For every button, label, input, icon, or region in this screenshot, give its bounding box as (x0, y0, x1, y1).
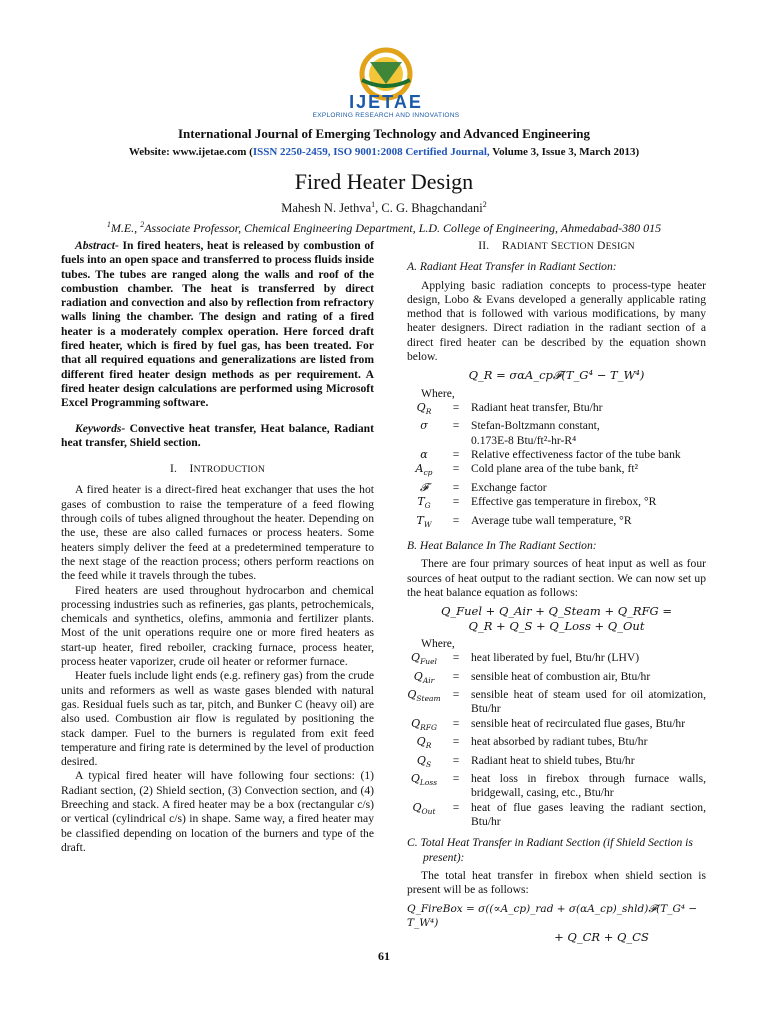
paragraph-a: Applying basic radiation concepts to process-type heater design, Lobo & Evans developed a generally applicable rating method that is followed with various modifications, by many heater designers. Direct radiation in the radiant section of a direct fired heater can be described by the equation shown below. (407, 278, 706, 364)
definition-equals: = (452, 448, 460, 462)
definition-symbol: $Q_{Loss}$ (410, 772, 438, 788)
section-heading-radiant: II. RADIANT SECTION DESIGN (478, 239, 635, 252)
intro-paragraph-3: Heater fuels include light ends (e.g. refinery gas) from the crude units and reformers as well as waste gases blended with natural gas. Residual fuels such as tar, pitch, and Bunker C (heavy oil) are also used. Combustion air flow is regulated by positioning the stack damper. Fuel to the burners is regulated from exit feed temperature and firing rate is determined by the level of production desired. (61, 669, 374, 769)
where-label-2: Where, (421, 636, 455, 650)
definition-2-row (407, 717, 706, 735)
definition-symbol (407, 434, 441, 448)
authors: Mahesh N. Jethva$^1$, C. G. Bhagchandani$^2$ (281, 200, 487, 216)
definition-1-row (407, 401, 706, 419)
definition-1-row (407, 481, 706, 495)
definition-2-row (407, 772, 706, 801)
definition-description: sensible heat of steam used for oil atomization, Btu/hr (471, 688, 706, 716)
definition-equals: = (452, 480, 460, 494)
abstract: Abstract- In fired heaters, heat is released by combustion of fuels into an open space and transferred to process fluids inside tubes. The tubes are ranged along the walls and roof of the combustion chamber. The heat is transferred by direct radiation and convection and also by reflection from refractory walls lining the chamber. The design and rating of a fired heater is a moderately complex operation. Here forced draft fired heater, which is fired by fuel gas, has been treated. For that all required equations and generalizations are listed from different fired heater design methods as per requirement. A fired heater design calculations are performed using Microsoft Excel Programming software. (61, 239, 374, 410)
definition-2-row (407, 754, 706, 772)
definition-2-row (407, 688, 706, 717)
left-column (61, 239, 374, 855)
affiliation: $^1$M.E., $^2$Associate Professor, Chemical Engineering Department, L.D. College of Engineering, Ahmedabad-380 015 (106, 220, 662, 235)
journal-name: International Journal of Emerging Technology and Advanced Engineering (177, 126, 591, 141)
definition-description: 0.173E-8 Btu/ft²-hr-R⁴ (471, 433, 577, 447)
intro-paragraph-2: Fired heaters are used throughout hydrocarbon and chemical processing industries such as refineries, gas plants, petrochemicals, chemicals and synthetics, olefins, ammonia and fertilizer plants. Most of the unit operations require one or more fired heaters as start-up heater, fired reboiler, cracking furnace, process heater, process heater vaporizer, crude oil heater or reformer furnace. (61, 583, 374, 669)
definition-symbol: $Q_R$ (416, 735, 432, 751)
definition-description: Cold plane area of the tube bank, ft² (471, 462, 639, 476)
page-number: 61 (378, 949, 390, 963)
subsection-a-heading: A. Radiant Heat Transfer in Radiant Section: (407, 260, 617, 274)
definition-1-row (407, 462, 706, 480)
subsection-c-heading: C. Total Heat Transfer in Radiant Section (if Shield Section is present): (407, 836, 693, 864)
definition-equals: = (452, 400, 460, 414)
definition-symbol: σ (420, 419, 428, 433)
definition-symbol: $T_G$ (417, 495, 431, 511)
definition-description: Relative effectiveness factor of the tube bank (471, 448, 681, 462)
definition-symbol: $Q_{Air}$ (413, 669, 435, 685)
definition-equals: = (452, 651, 460, 665)
definition-equals (441, 434, 471, 448)
where-label-1: Where, (421, 386, 455, 400)
logo-tagline: EXPLORING RESEARCH AND INNOVATIONS (312, 112, 460, 119)
section-heading-introduction: I. INTRODUCTION (169, 462, 266, 476)
definition-symbol: $Q_{Fuel}$ (411, 651, 437, 667)
right-column (407, 239, 706, 948)
keywords: Keywords- Convective heat transfer, Heat balance, Radiant heat transfer, Shield section. (61, 421, 374, 449)
equation-heat-balance-line2: Q_R + Q_S + Q_Loss + Q_Out (468, 618, 645, 633)
definition-description: heat of flue gases leaving the radiant section, Btu/hr (471, 800, 706, 829)
definition-symbol: $T_W$ (416, 513, 432, 529)
intro-paragraph-4: A typical fired heater will have following four sections: (1) Radiant section, (2) Shield section, (3) Convection section, and (4) Breeching and stack. A fired heater may be a box (rectangular c/s) or vertical (cylindrical c/s) in shape. Same way, a fired heater may be classified depending on location of the burners and type of the draft. (61, 769, 374, 854)
definition-equals: = (452, 495, 460, 509)
definition-symbol: 𝓕 (419, 480, 429, 494)
definition-1-row (407, 434, 706, 448)
definition-1-row (407, 514, 706, 532)
definition-1-row (407, 495, 706, 513)
definition-description: Effective gas temperature in firebox, °R (471, 495, 657, 509)
paragraph-c: The total heat transfer in firebox when shield section is present will be as follows: (407, 868, 706, 897)
definition-symbol: $Q_R$ (416, 400, 432, 417)
definition-symbol: α (420, 448, 428, 462)
definition-equals: = (452, 735, 460, 749)
equation-heat-balance-line1: Q_Fuel + Q_Air + Q_Steam + Q_RFG = (440, 604, 673, 619)
definition-symbol: $Q_{Steam}$ (407, 688, 441, 704)
definition-2-row (407, 801, 706, 830)
definition-equals: = (452, 800, 460, 814)
definition-symbol: $Q_S$ (416, 753, 432, 769)
definition-description: Exchange factor (471, 480, 547, 494)
definition-symbol: $Q_{Out}$ (412, 800, 436, 816)
definition-description: sensible heat of recirculated flue gases, Btu/hr (471, 716, 686, 730)
definition-symbol: $Q_{RFG}$ (411, 716, 437, 732)
definition-description: Radiant heat transfer, Btu/hr (471, 400, 603, 414)
definition-2-row (407, 670, 706, 688)
definition-description: heat absorbed by radiant tubes, Btu/hr (471, 735, 648, 749)
equation-firebox-line1: Q_FireBox = σ((∝A_cp)_rad + σ(αA_cp)_shld)𝓕(T_G⁴ − T_W⁴) (407, 902, 698, 929)
definition-1-row (407, 419, 706, 433)
subsection-b-heading: B. Heat Balance In The Radiant Section: (407, 539, 597, 553)
definition-equals: = (452, 753, 460, 767)
definition-equals: = (452, 688, 460, 702)
definition-equals: = (452, 462, 460, 476)
journal-website: Website: www.ijetae.com (ISSN 2250-2459, ISO 9001:2008 Certified Journal, Volume 3, Issue 3, March 2013) (128, 146, 640, 158)
definition-2-row (407, 735, 706, 753)
journal-issn: ISSN 2250-2459, ISO 9001:2008 Certified Journal, (252, 146, 490, 158)
definition-description: sensible heat of combustion air, Btu/hr (471, 669, 651, 683)
definition-equals: = (452, 772, 460, 786)
logo-text: IJETAE (349, 92, 423, 112)
definition-description: heat liberated by fuel, Btu/hr (LHV) (471, 651, 640, 665)
definition-description: Stefan-Boltzmann constant, (471, 419, 600, 433)
definition-equals: = (452, 513, 460, 527)
definition-symbol: $A_{cp}$ (415, 462, 433, 478)
paper-title: Fired Heater Design (294, 169, 474, 194)
definition-description: Average tube wall temperature, °R (471, 513, 632, 527)
definition-description: Radiant heat to shield tubes, Btu/hr (471, 753, 635, 767)
definition-equals: = (452, 419, 460, 433)
definition-description: heat loss in firebox through furnace walls, bridgewall, casing, etc., Btu/hr (471, 772, 706, 800)
equation-firebox-line2: + Q_CR + Q_CS (554, 930, 649, 945)
definition-equals: = (452, 716, 460, 730)
paragraph-b: There are four primary sources of heat input as well as four sources of heat output to the radiant section. We can now set up the heat balance equation as follows: (407, 557, 706, 599)
definitions-table-1 (407, 401, 706, 532)
equation-radiant-heat: Q_R = σαA_cp𝓕(T_G⁴ − T_W⁴) (468, 368, 645, 383)
definition-equals: = (452, 669, 460, 683)
definition-2-row (407, 651, 706, 669)
intro-paragraph-1: A fired heater is a direct-fired heat exchanger that uses the hot gases of combustion to raise the temperature of a feed flowing through coils of tubes aligned throughout the heater. Depending on the use, these are also called furnaces or process heaters. Some heaters simply deliver the feed at a predetermined temperature to the next stage of the reaction process; others perform reactions on the feed while it travels through the tubes. (61, 483, 374, 583)
definition-1-row (407, 448, 706, 462)
definitions-table-2 (407, 651, 706, 829)
